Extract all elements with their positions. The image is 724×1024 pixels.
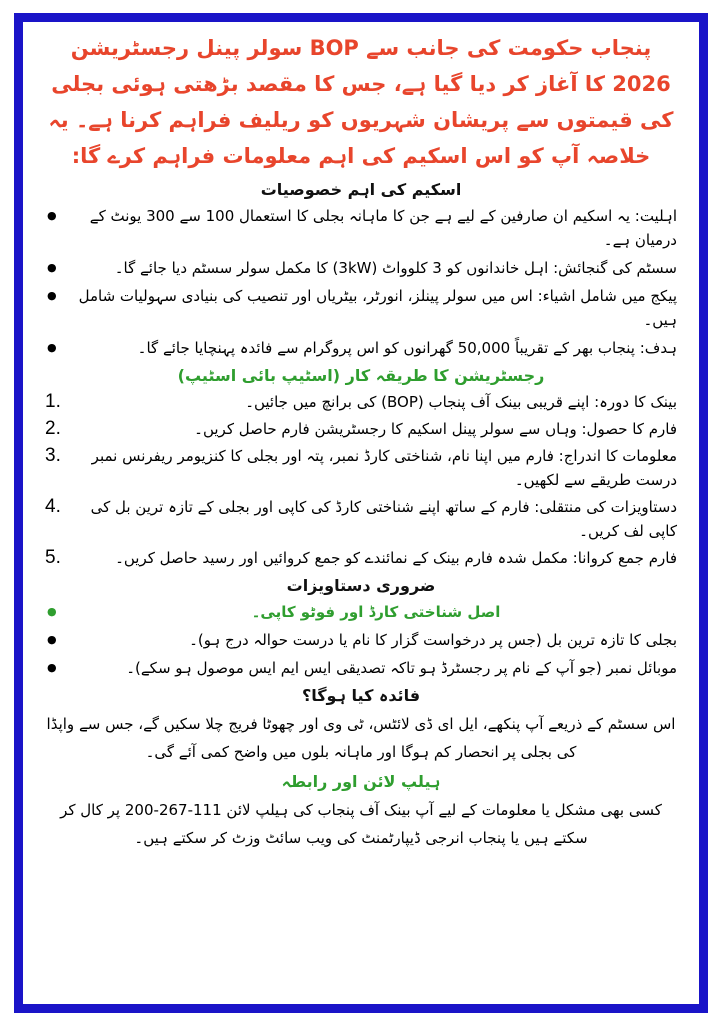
step-number: 2.	[45, 418, 61, 439]
feature-eligibility: اہلیت: یہ اسکیم ان صارفین کے لیے ہے جن کا ماہانہ بجلی کا استعمال 100 سے 300 یونٹ کے درمیان ہے۔ ●	[45, 204, 677, 252]
step-item	[45, 390, 677, 414]
step-number: 5.	[45, 547, 61, 568]
helpline-heading: ہیلپ لائن اور رابطہ	[281, 772, 441, 791]
registration-heading: رجسٹریشن کا طریقہ کار (اسٹیپ بائی اسٹیپ)	[177, 366, 545, 385]
page-border	[14, 13, 708, 1013]
step-number: 4.	[45, 496, 61, 517]
documents-heading: ضروری دستاویزات	[286, 576, 436, 595]
step-text: دستاویزات کی منتقلی: فارم کے ساتھ اپنے شناختی کارڈ کی کاپی اور بجلی کے تازہ ترین بل کی کاپی لف کریں۔	[90, 498, 677, 540]
feature-capacity: سسٹم کی گنجائش: اہل خاندانوں کو 3 کلوواٹ (3kW) کا مکمل سولر سسٹم دیا جائے گا۔ ●	[45, 256, 677, 280]
step-item	[45, 495, 677, 543]
step-item	[45, 546, 677, 570]
benefit-paragraph: اس سسٹم کے ذریعے آپ پنکھے، ایل ای ڈی لائٹس، ٹی وی اور چھوٹا فریج چلا سکیں گے، جس سے واپڈا کی بجلی پر انحصار کم ہوگا اور ماہانہ بلوں میں واضح کمی آئے گی۔	[46, 715, 676, 761]
step-item	[45, 444, 677, 492]
features-list	[45, 204, 677, 360]
feature-package: پیکج میں شامل اشیاء: اس میں سولر پینلز، انورٹر، بیٹریاں اور تنصیب کی بنیادی سہولیات شامل ہیں۔ ●	[45, 284, 677, 332]
step-item	[45, 417, 677, 441]
features-heading: اسکیم کی اہم خصوصیات	[260, 180, 462, 199]
documents-list	[45, 600, 677, 680]
step-text: بینک کا دورہ: اپنے قریبی بینک آف پنجاب (BOP) کی برانچ میں جائیں۔	[245, 393, 677, 411]
document-mobile: موبائل نمبر (جو آپ کے نام پر رجسٹرڈ ہو تاکہ تصدیقی ایس ایم ایس موصول ہو سکے)۔ ●	[45, 656, 677, 680]
step-number: 1.	[45, 391, 61, 412]
intro-paragraph: پنجاب حکومت کی جانب سے BOP سولر پینل رجسٹریشن 2026 کا آغاز کر دیا گیا ہے، جس کا مقصد بڑھتی ہوئی بجلی کی قیمتوں سے پریشان شہریوں کو ریلیف فراہم کرنا ہے۔ یہ خلاصہ آپ کو اس اسکیم کی اہم معلومات فراہم کرے گا:	[48, 36, 674, 168]
step-text: فارم جمع کروانا: مکمل شدہ فارم بینک کے نمائندے کو جمع کروائیں اور رسید حاصل کریں۔	[115, 549, 677, 567]
document-bill: بجلی کا تازہ ترین بل (جس پر درخواست گزار کا نام یا درست حوالہ درج ہو)۔ ●	[45, 628, 677, 652]
helpline-paragraph: کسی بھی مشکل یا معلومات کے لیے آپ بینک آف پنجاب کی ہیلپ لائن 111-267-200 پر کال کر سکتے ہیں یا پنجاب انرجی ڈیپارٹمنٹ کی ویب سائٹ وزٹ کر سکتے ہیں۔	[60, 801, 662, 847]
step-text: فارم کا حصول: وہاں سے سولر پینل اسکیم کا رجسٹریشن فارم حاصل کریں۔	[194, 420, 677, 438]
registration-steps	[45, 390, 677, 570]
document-id-card: اصل شناختی کارڈ اور فوٹو کاپی۔ ●	[45, 600, 677, 624]
step-text: معلومات کا اندراج: فارم میں اپنا نام، شناختی کارڈ نمبر، پتہ اور بجلی کا کنزیومر ریفرنس نمبر درست طریقے سے لکھیں۔	[91, 447, 677, 489]
step-number: 3.	[45, 445, 61, 466]
benefit-heading: فائدہ کیا ہوگا؟	[301, 686, 421, 705]
feature-target: ہدف: پنجاب بھر کے تقریباً 50,000 گھرانوں کو اس پروگرام سے فائدہ پہنچایا جائے گا۔ ●	[45, 336, 677, 360]
document-body	[45, 28, 677, 998]
